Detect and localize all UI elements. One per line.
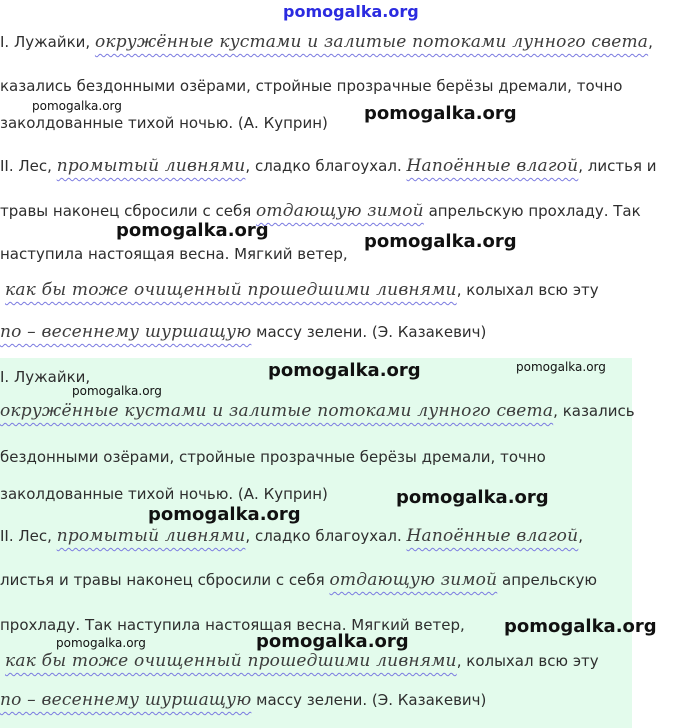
sentence-text: , казались	[553, 402, 635, 420]
watermark: pomogalka.org	[148, 504, 301, 525]
s2-line-3: бездонными озёрами, стройные прозрачные берёзы дремали, точно	[0, 448, 546, 466]
watermark: pomogalka.org	[32, 99, 122, 113]
watermark: pomogalka.org	[396, 487, 549, 508]
sentence-text: травы наконец сбросили с себя	[0, 202, 252, 220]
watermark: pomogalka.org	[56, 636, 146, 650]
s2-line-9	[0, 690, 486, 710]
s2-line-5	[0, 526, 583, 546]
participial-phrase: Напоённые влагой	[406, 526, 579, 546]
s1-line-5	[0, 201, 641, 221]
s1-line-2: казались бездонными озёрами, стройные прозрачные берёзы дремали, точно	[0, 77, 623, 95]
watermark-top: pomogalka.org	[283, 2, 419, 21]
watermark: pomogalka.org	[256, 631, 409, 652]
s1-line-1	[0, 32, 653, 52]
watermark: pomogalka.org	[364, 231, 517, 252]
sentence-text: , сладко благоухал.	[245, 157, 402, 175]
participial-phrase: по – весеннему шуршащую	[0, 690, 252, 710]
s1-line-7	[0, 280, 599, 300]
watermark: pomogalka.org	[504, 616, 657, 637]
participial-phrase: окружённые кустами и залитые потоками лунного света	[94, 32, 649, 52]
watermark: pomogalka.org	[116, 220, 269, 241]
s2-line-4: заколдованные тихой ночью. (А. Куприн)	[0, 485, 328, 503]
sentence-text: листья и травы наконец сбросили с себя	[0, 571, 325, 589]
participial-phrase: промытый ливнями	[56, 156, 246, 176]
participial-phrase: Напоённые влагой	[406, 156, 579, 176]
participial-phrase: как бы тоже очищенный прошедшими ливнями	[5, 280, 457, 300]
participial-phrase: промытый ливнями	[56, 526, 246, 546]
punctuation: ,	[578, 527, 584, 545]
watermark: pomogalka.org	[364, 103, 517, 124]
watermark: pomogalka.org	[268, 360, 421, 381]
sentence-text: , сладко благоухал.	[245, 527, 402, 545]
s1-line-8	[0, 322, 486, 342]
sentence-text: , колыхал всю эту	[456, 652, 599, 670]
s2-line-1: I. Лужайки,	[0, 368, 91, 386]
s1-line-3: заколдованные тихой ночью. (А. Куприн)	[0, 114, 328, 132]
s2-line-7: прохладу. Так наступила настоящая весна. Мягкий ветер,	[0, 616, 465, 634]
s2-line-6	[0, 570, 597, 590]
sentence-numeral: I. Лужайки,	[0, 33, 91, 51]
punctuation: ,	[648, 33, 653, 51]
s2-line-2	[0, 401, 635, 421]
participial-phrase: окружённые кустами и залитые потоками лунного света	[0, 401, 554, 421]
participial-phrase: как бы тоже очищенный прошедшими ливнями	[5, 651, 457, 671]
sentence-text: , колыхал всю эту	[456, 281, 599, 299]
watermark: pomogalka.org	[72, 384, 162, 398]
participial-phrase: отдающую зимой	[329, 570, 498, 590]
sentence-text: , листья и	[578, 157, 657, 175]
sentence-text: массу зелени. (Э. Казакевич)	[256, 323, 487, 341]
sentence-numeral: II. Лес,	[0, 527, 52, 545]
sentence-text: апрельскую прохладу. Так	[428, 202, 641, 220]
s2-line-8	[0, 651, 599, 671]
s1-line-4	[0, 156, 657, 176]
participial-phrase: отдающую зимой	[256, 201, 424, 221]
watermark: pomogalka.org	[516, 360, 606, 374]
participial-phrase: по – весеннему шуршащую	[0, 322, 252, 342]
sentence-text: массу зелени. (Э. Казакевич)	[256, 691, 487, 709]
sentence-text: апрельскую	[502, 571, 598, 589]
s1-line-6: наступила настоящая весна. Мягкий ветер,	[0, 245, 348, 263]
sentence-numeral: II. Лес,	[0, 157, 52, 175]
